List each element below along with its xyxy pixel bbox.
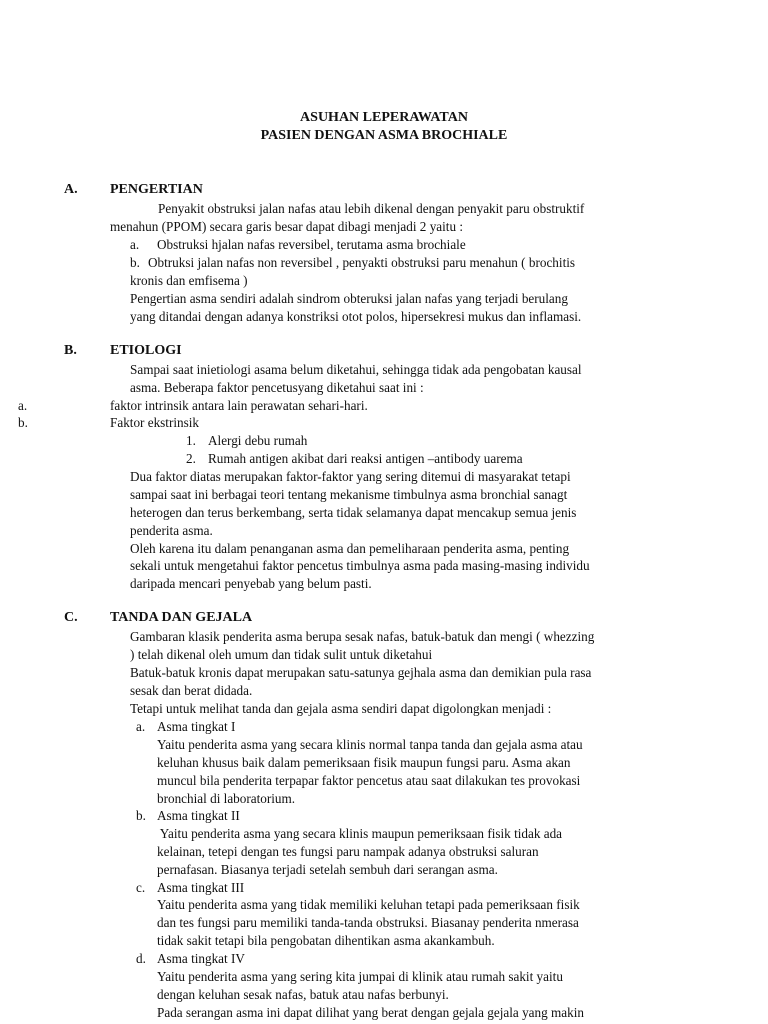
list-item-text: pernafasan. Biasanya terjadi setelah sembuh dari serangan asma. [157,862,498,877]
document-title-line-1: ASUHAN LEPERAWATAN [300,110,468,125]
list-item: Faktor ekstrinsik [110,415,200,430]
numbered-item: Alergi debu rumah [208,433,308,448]
paragraph-line: Pengertian asma sendiri adalah sindrom obteruksi jalan nafas yang terjadi berulang [130,291,568,306]
list-marker: b. [18,415,28,430]
paragraph-line: Tetapi untuk melihat tanda dan gejala asma sendiri dapat digolongkan menjadi : [130,701,552,716]
paragraph-line: sekali untuk mengetahui faktor pencetus timbulnya asma pada masing-masing individu [130,558,590,573]
list-item: Obtruksi jalan nafas non reversibel , penyakti obstruksi paru menahun ( brochitis [148,255,576,270]
list-marker: c. [136,880,146,895]
numbered-item: Rumah antigen akibat dari reaksi antigen –antibody uarema [208,451,523,466]
list-item-title: Asma tingkat III [157,880,245,895]
list-marker: b. [130,255,140,270]
list-item-text: Yaitu penderita asma yang secara klinis normal tanpa tanda dan gejala asma atau [157,737,583,752]
list-marker: d. [136,951,146,966]
list-item-text: keluhan khusus baik dalam pemeriksaan fisik maupun fungsi paru. Asma akan [157,755,571,770]
list-item: Obstruksi hjalan nafas reversibel, terutama asma brochiale [157,237,466,252]
list-item-text: Yaitu penderita asma yang tidak memiliki keluhan tetapi pada pemeriksaan fisik [157,897,580,912]
list-item-title: Asma tingkat I [157,719,236,734]
paragraph-line: sesak dan berat didada. [130,683,253,698]
section-letter: A. [64,182,78,197]
section-letter: C. [64,610,78,625]
list-item-text: dengan keluhan sesak nafas, batuk atau nafas berbunyi. [157,987,449,1002]
list-item-text: muncul bila penderita terpapar faktor pencetus atau saat dilakukan tes provokasi [157,773,581,788]
list-item-title: Asma tingkat IV [157,951,245,966]
paragraph-line: asma. Beberapa faktor pencetusyang diketahui saat ini : [130,380,424,395]
paragraph-line: Batuk-batuk kronis dapat merupakan satu-satunya gejhala asma dan demikian pula rasa [130,665,592,680]
list-item-text: dan tes fungsi paru memiliki tanda-tanda obstruksi. Biasanay penderita nmerasa [157,915,579,930]
list-marker: a. [130,237,140,252]
list-item: faktor intrinsik antara lain perawatan sehari-hari. [110,398,368,413]
paragraph-line: Penyakit obstruksi jalan nafas atau lebih dikenal dengan penyakit paru obstruktif [158,201,585,216]
section-letter: B. [64,343,77,358]
paragraph-line: sampai saat ini berbagai teori tentang mekanisme timbulnya asma bronchial sanagt [130,487,568,502]
numbered-marker: 1. [186,433,196,448]
paragraph-line: heterogen dan terus berkembang, serta tidak selamanya dapat mencakup semua jenis [130,505,577,520]
paragraph-line: penderita asma. [130,523,213,538]
list-item-text: Yaitu penderita asma yang sering kita jumpai di klinik atau rumah sakit yaitu [157,969,563,984]
paragraph-line: yang ditandai dengan adanya konstriksi otot polos, hipersekresi mukus dan inflamasi. [130,309,582,324]
paragraph-line: ) telah dikenal oleh umum dan tidak sulit untuk diketahui [130,647,433,662]
document-title-line-2: PASIEN DENGAN ASMA BROCHIALE [260,128,508,143]
paragraph-line: menahun (PPOM) secara garis besar dapat dibagi menjadi 2 yaitu : [110,219,464,234]
section-heading: TANDA DAN GEJALA [110,610,253,625]
list-item-text: Pada serangan asma ini dapat dilihat yang berat dengan gejala gejala yang makin [157,1005,584,1020]
section-heading: PENGERTIAN [110,182,203,197]
list-marker: a. [136,719,146,734]
paragraph-line: Oleh karena itu dalam penanganan asma dan pemeliharaan penderita asma, penting [130,541,570,556]
list-marker: a. [18,398,28,413]
paragraph-line: Sampai saat inietiologi asama belum diketahui, sehingga tidak ada pengobatan kausal [130,362,582,377]
list-item-continued: kronis dan emfisema ) [130,273,248,288]
list-item-title: Asma tingkat II [157,808,240,823]
paragraph-line: Dua faktor diatas merupakan faktor-faktor yang sering ditemui di masyarakat tetapi [130,469,571,484]
section-heading: ETIOLOGI [110,343,182,358]
list-item-text: tidak sakit tetapi bila pengobatan dihentikan asma akankambuh. [157,933,495,948]
list-item-text: Yaitu penderita asma yang secara klinis maupun pemeriksaan fisik tidak ada [157,826,563,841]
list-item-text: bronchial di laboratorium. [157,791,296,806]
numbered-marker: 2. [186,451,196,466]
list-marker: b. [136,808,146,823]
paragraph-line: daripada mencari penyebab yang belum pasti. [130,576,372,591]
list-item-text: kelainan, tetepi dengan tes fungsi paru nampak adanya obstruksi saluran [157,844,539,859]
paragraph-line: Gambaran klasik penderita asma berupa sesak nafas, batuk-batuk dan mengi ( whezzing [130,629,595,644]
